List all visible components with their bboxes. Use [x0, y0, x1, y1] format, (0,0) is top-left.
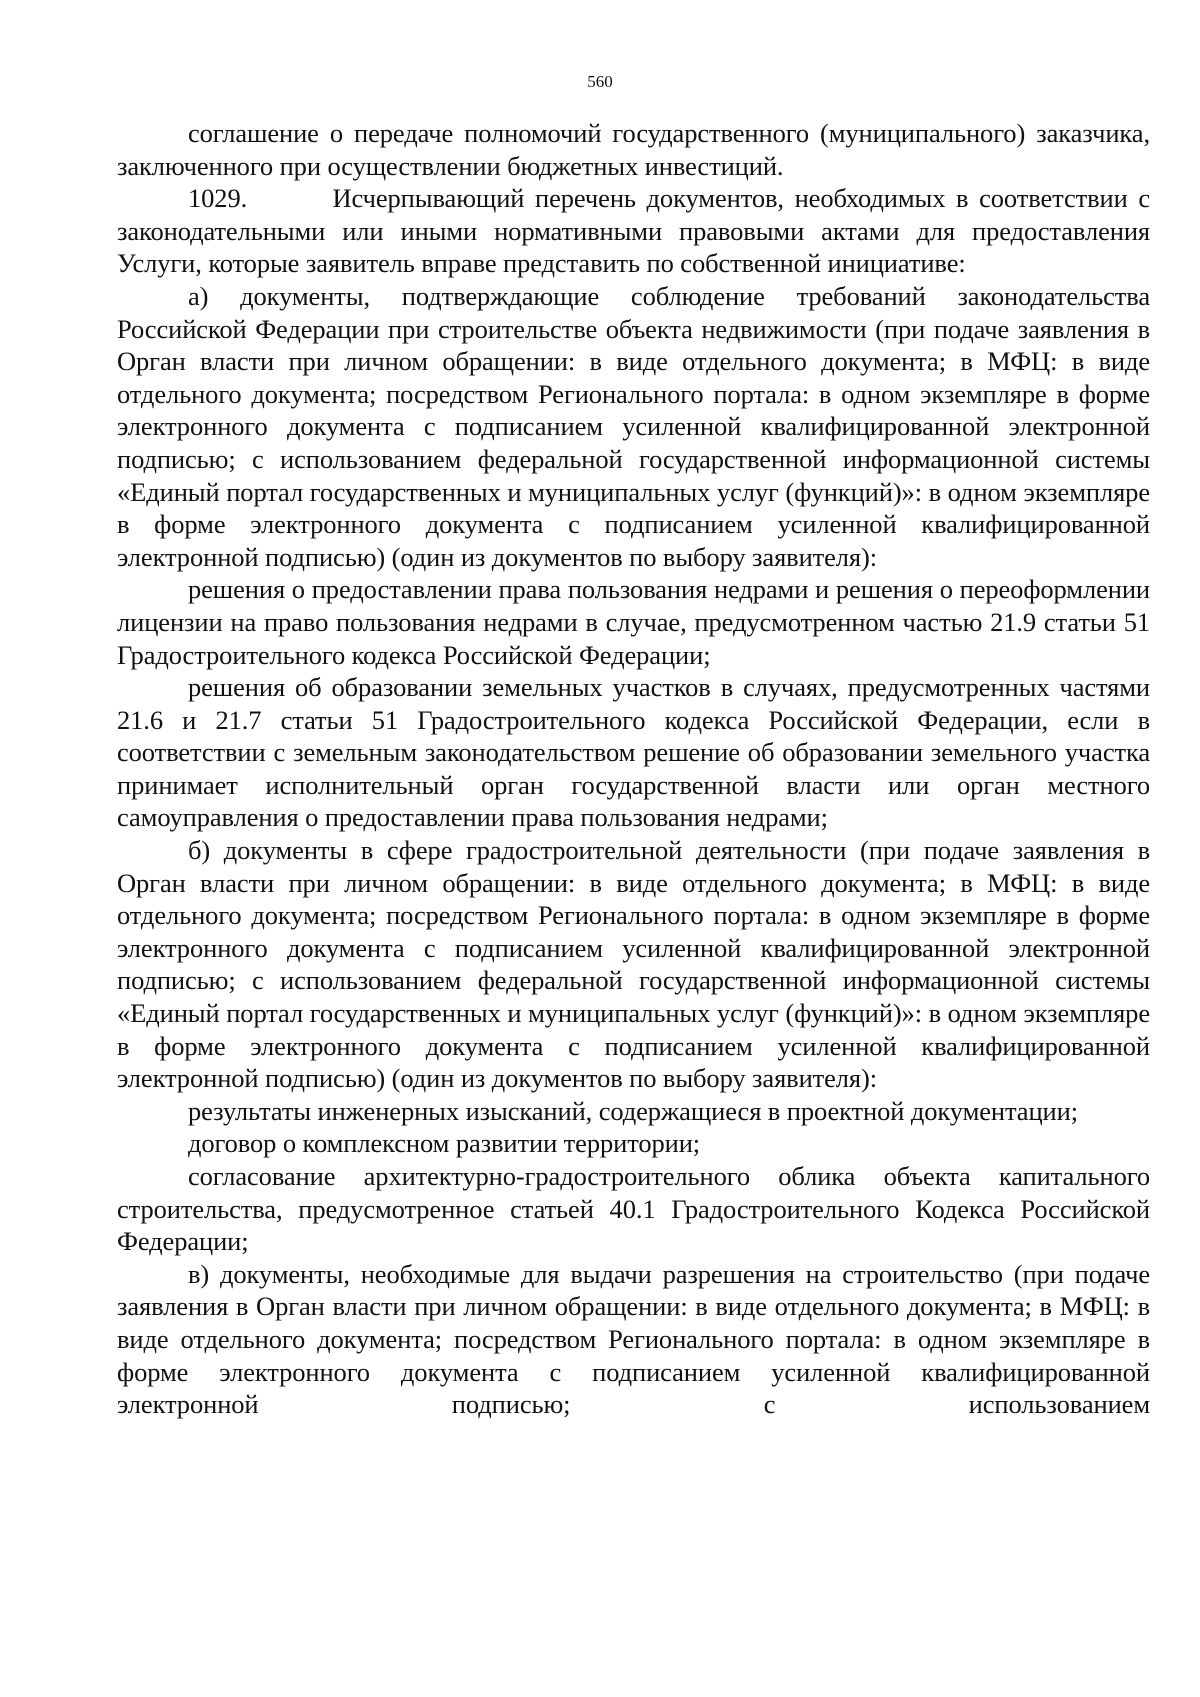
paragraph-item-a: а) документы, подтверждающие соблюдение требований законодательства Российской Федерации при строительстве объекта недвижимости (при подаче заявления в Орган власти при личном обращении: в виде отдельного документа; в МФЦ: в виде отдельного документа; посредством Регионального портала: в одном экземпляре в форме электронного документа с подписанием усиленной квалифицированной электронной подписью; с использованием федеральной государственной информационной системы «Единый портал государственных и муниципальных услуг (функций)»: в одном экземпляре в форме электронного документа с подписанием усиленной квалифицированной электронной подписью) (один из документов по выбору заявителя): [117, 280, 1150, 572]
paragraph-item-b: б) документы в сфере градостроительной деятельности (при подаче заявления в Орган власти при личном обращении: в виде отдельного документа; в МФЦ: в виде отдельного документа; посредством Регионального портала: в одном экземпляре в форме электронного документа с подписанием усиленной квалифицированной электронной подписью; с использованием федеральной государственной информационной системы «Единый портал государственных и муниципальных услуг (функций)»: в одном экземпляре в форме электронного документа с подписанием усиленной квалифицированной электронной подписью) (один из документов по выбору заявителя): [117, 835, 1150, 1094]
document-body [117, 117, 1157, 1421]
paragraph-engineering-surveys: результаты инженерных изысканий, содержащиеся в проектной документации; [188, 1095, 1078, 1126]
paragraph-land-plot-decisions: решения об образовании земельных участков в случаях, предусмотренных частями 21.6 и 21.7 статьи 51 Градостроительного кодекса Российской Федерации, если в соответствии с земельным законодательством решение об образовании земельного участка принимает исполнительный орган государственной власти или орган местного самоуправления о предоставлении права пользования недрами; [117, 672, 1150, 833]
paragraph-agreement-continuation: соглашение о передаче полномочий государственного (муниципального) заказчика, заключенного при осуществлении бюджетных инвестиций. [117, 118, 1150, 181]
paragraph-territory-agreement: договор о комплексном развитии территории; [188, 1128, 701, 1159]
paragraph-architecture-approval: согласование архитектурно-градостроительного облика объекта капитального строительства, предусмотренное статьей 40.1 Градостроительного Кодекса Российской Федерации; [117, 1161, 1150, 1257]
paragraph-subsoil-decisions: решения о предоставлении права пользования недрами и решения о переоформлении лицензии на право пользования недрами в случае, предусмотренном частью 21.9 статьи 51 Градостроительного кодекса Российской Федерации; [117, 574, 1150, 670]
paragraph-item-v: в) документы, необходимые для выдачи разрешения на строительство (при подаче заявления в Орган власти при личном обращении: в виде отдельного документа; в МФЦ: в виде отдельного документа; посредством Регионального портала: в одном экземпляре в форме электронного документа с подписанием усиленной квалифицированной электронной подписью; с использованием [117, 1258, 1150, 1420]
page-number: 560 [587, 72, 613, 91]
paragraph-1029: 1029. Исчерпывающий перечень документов, необходимых в соответствии с законодательными или иными нормативными правовыми актами для предоставления Услуги, которые заявитель вправе представить по собственной инициативе: [117, 183, 1157, 279]
